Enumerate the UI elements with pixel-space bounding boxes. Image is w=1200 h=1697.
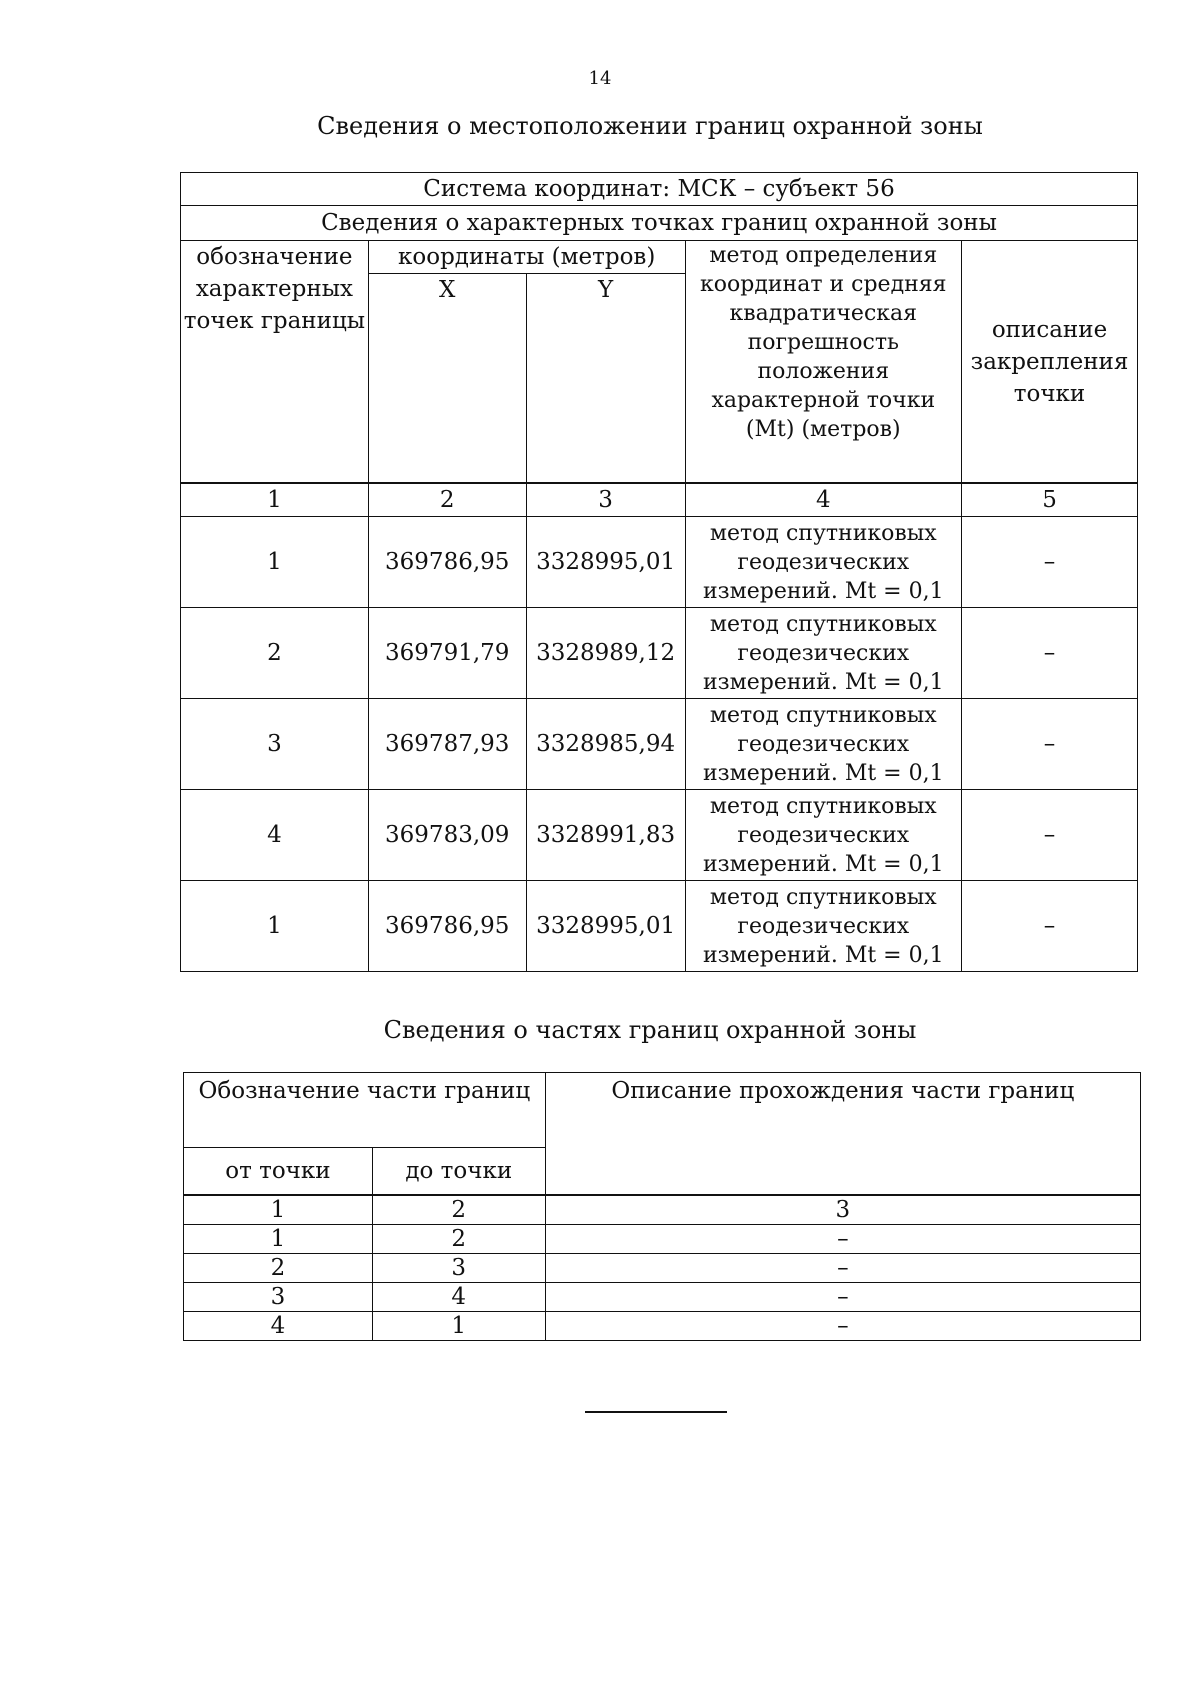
coord-x: 369786,95 xyxy=(368,517,526,608)
column-number: 4 xyxy=(685,483,962,517)
footer-rule xyxy=(585,1411,727,1413)
coord-y: 3328991,83 xyxy=(526,790,685,881)
table-row xyxy=(184,1254,1141,1283)
method-cell: метод спутниковых геодезических измерений. Mt = 0,1 xyxy=(685,517,962,608)
column-number: 2 xyxy=(368,483,526,517)
table-row xyxy=(181,517,1138,608)
table-row xyxy=(181,699,1138,790)
header-part-designation: Обозначение части границ xyxy=(184,1073,546,1148)
column-number: 1 xyxy=(181,483,369,517)
fixing-description: – xyxy=(962,881,1138,972)
part-description: – xyxy=(545,1225,1140,1254)
from-point: 1 xyxy=(184,1225,373,1254)
coord-y: 3328989,12 xyxy=(526,608,685,699)
boundary-parts-table xyxy=(183,1072,1141,1341)
fixing-description: – xyxy=(962,699,1138,790)
coord-x: 369786,95 xyxy=(368,881,526,972)
header-method: метод определения координат и средняя квадратическая погрешность положения характерной точки (Mt) (метров) xyxy=(685,241,962,484)
coord-x: 369791,79 xyxy=(368,608,526,699)
column-number: 2 xyxy=(372,1195,545,1225)
method-cell: метод спутниковых геодезических измерений. Mt = 0,1 xyxy=(685,608,962,699)
coord-x: 369787,93 xyxy=(368,699,526,790)
point-id: 1 xyxy=(181,881,369,972)
table-row xyxy=(184,1225,1141,1254)
point-id: 1 xyxy=(181,517,369,608)
header-x: X xyxy=(368,274,526,484)
method-cell: метод спутниковых геодезических измерений. Mt = 0,1 xyxy=(685,790,962,881)
table-row xyxy=(184,1283,1141,1312)
table-row xyxy=(181,881,1138,972)
from-point: 3 xyxy=(184,1283,373,1312)
coord-y: 3328985,94 xyxy=(526,699,685,790)
to-point: 1 xyxy=(372,1312,545,1341)
method-cell: метод спутниковых геодезических измерений. Mt = 0,1 xyxy=(685,881,962,972)
header-coordinates: координаты (метров) xyxy=(368,241,685,274)
page-number: 14 xyxy=(588,68,612,89)
parts-title: Сведения о частях границ охранной зоны xyxy=(383,1016,917,1044)
part-description: – xyxy=(545,1254,1140,1283)
column-number: 3 xyxy=(526,483,685,517)
coord-system-cell: Система координат: МСК – субъект 56 xyxy=(181,173,1138,206)
header-part-description: Описание прохождения части границ xyxy=(545,1073,1140,1196)
fixing-description: – xyxy=(962,790,1138,881)
header-y: Y xyxy=(526,274,685,484)
point-id: 4 xyxy=(181,790,369,881)
table-row xyxy=(181,790,1138,881)
to-point: 3 xyxy=(372,1254,545,1283)
to-point: 2 xyxy=(372,1225,545,1254)
from-point: 4 xyxy=(184,1312,373,1341)
boundaries-title: Сведения о местоположении границ охранной зоны xyxy=(317,112,983,140)
column-number: 5 xyxy=(962,483,1138,517)
fixing-description: – xyxy=(962,517,1138,608)
points-subtitle-cell: Сведения о характерных точках границ охранной зоны xyxy=(181,206,1138,241)
from-point: 2 xyxy=(184,1254,373,1283)
table-row xyxy=(181,608,1138,699)
coord-x: 369783,09 xyxy=(368,790,526,881)
column-number: 1 xyxy=(184,1195,373,1225)
method-cell: метод спутниковых геодезических измерений. Mt = 0,1 xyxy=(685,699,962,790)
point-id: 2 xyxy=(181,608,369,699)
coord-y: 3328995,01 xyxy=(526,881,685,972)
header-from-point: от точки xyxy=(184,1148,373,1196)
header-point-designation: обозначение характерных точек границы xyxy=(181,241,369,484)
table-row xyxy=(184,1312,1141,1341)
column-number: 3 xyxy=(545,1195,1140,1225)
part-description: – xyxy=(545,1312,1140,1341)
characteristic-points-table xyxy=(180,172,1138,972)
coord-y: 3328995,01 xyxy=(526,517,685,608)
part-description: – xyxy=(545,1283,1140,1312)
fixing-description: – xyxy=(962,608,1138,699)
header-fixing-description: описание закрепления точки xyxy=(962,241,1138,484)
point-id: 3 xyxy=(181,699,369,790)
header-to-point: до точки xyxy=(372,1148,545,1196)
to-point: 4 xyxy=(372,1283,545,1312)
